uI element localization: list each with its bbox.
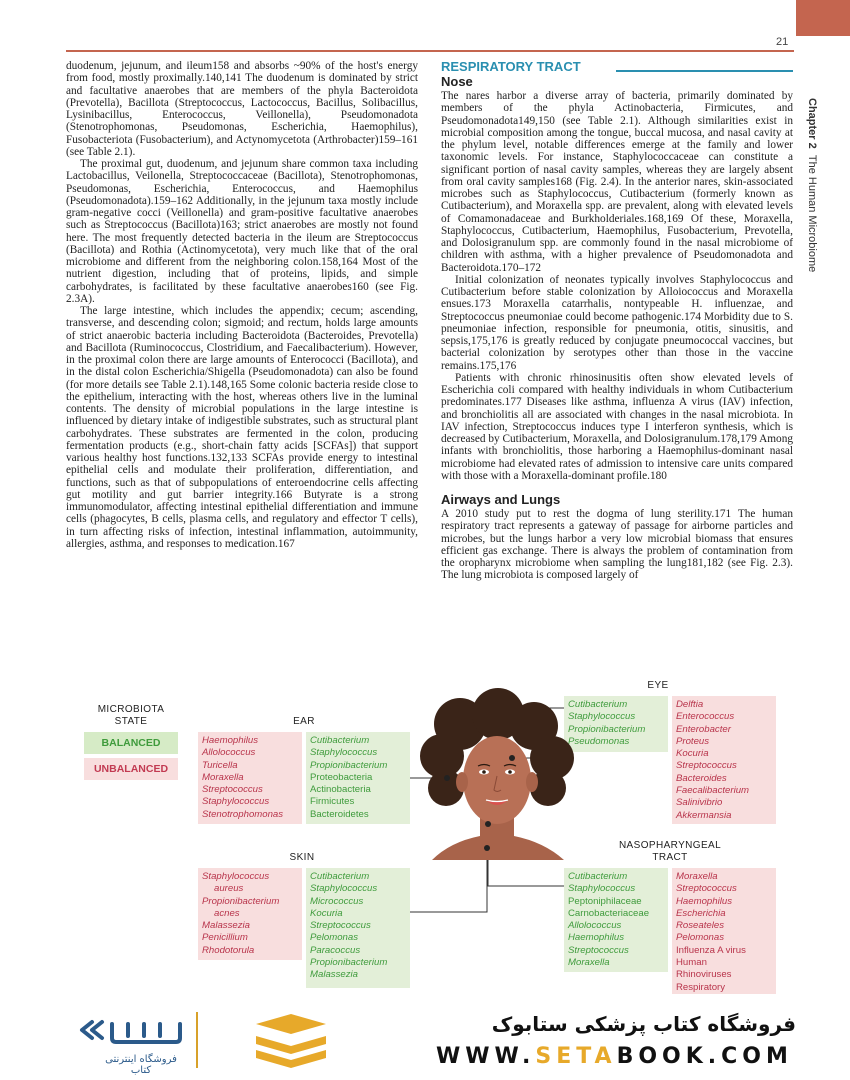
nose-paragraph-1: The nares harbor a diverse array of bacteria, primarily dominated by members of the phyla Actinobacteria, Firmicutes, and Pseudomonadota149,150 (see Table 2.1). Although similarities exist in microbial composition among the tongue, buccal mucosa, and nasal cavity at the phylum level, notable differences emerge at the family and lower taxonomic levels. For instance, Staphylococcaceae can constitute a significant portion of nasal cavity samples, whereas they are largely absent from oral cavity samples168 (Fig. 2.4). In the anterior nares, skin-associated microbes such as Staphylococcus, Cutibacterium (formerly known as Cutibacterium), and Moraxella spp. are prevalent, along with elevated levels of Comamonadaceae and Burkholderiales.168,169 Of these, Moraxella, Staphylococcus, Cutibacterium, Haemophilus, Fusobacterium, Prevotella, and Dolosigranulum spp. are commonly found in the nasal microbiome of children with asthma, with a higher prevalence of Pseudomonadota and Bacteroidota.170–172 <box>441 90 793 274</box>
url-mid: SETA <box>535 1044 617 1069</box>
ear-balanced-taxon: Actinobacteria <box>310 784 371 796</box>
legend-title-1: MICROBIOTA <box>97 704 165 715</box>
naso-label-1: NASOPHARYNGEAL <box>618 840 722 851</box>
figure-lines-and-face <box>40 664 814 994</box>
skin-unbalanced-taxon: Malassezia <box>202 920 250 932</box>
ear-balanced-taxon: Proteobacteria <box>310 771 373 783</box>
eye-balanced-taxon: Staphylococcus <box>568 711 636 723</box>
nasopharyngeal-unbalanced-taxon: Pelomonas <box>676 932 724 944</box>
left-column <box>66 60 418 550</box>
eye-balanced-taxon: Propionibacterium <box>568 723 646 735</box>
ear-balanced-taxon: Cutibacterium <box>310 735 370 746</box>
footer-banner <box>0 994 850 1080</box>
eye-balanced-taxon: Pseudomonas <box>568 735 630 747</box>
nasopharyngeal-balanced-taxon: Haemophilus <box>568 932 624 944</box>
eye-unbalanced-taxon: Delftia <box>676 699 704 710</box>
nasopharyngeal-unbalanced-taxon: Escherichia <box>676 907 726 919</box>
face-illustration <box>420 688 574 860</box>
eye-unbalanced-taxon: Akkermansia <box>676 809 732 821</box>
nasopharyngeal-balanced-taxon: Staphylococcus <box>568 883 636 895</box>
skin-balanced-taxon: Pelomonas <box>310 932 358 944</box>
eye-balanced-taxon: Cutibacterium <box>568 699 628 710</box>
nasopharyngeal-unbalanced-taxon: Influenza A virus <box>676 944 746 956</box>
legend-unbalanced: UNBALANCED <box>84 758 178 780</box>
ear-balanced-taxon: Bacteroidetes <box>310 808 369 820</box>
left-paragraph-3: The large intestine, which includes the appendix; cecum; ascending, transverse, and descending colon; sigmoid; and rectum, holds large amounts of strict anaerobic bacteria including Bacteroidota (Bacteroides, Prevotella) and Bacillota (Ruminococcus, Clostridium, and Faecalibacterium). However, in the proximal colon there are large amounts of Enterococci (Bacillota), and in the distal colon Escherichia/Shigella (Pseudomonadota) can also be found (for more details see Table 2.1).148,165 Some colonic bacteria reside close to the epithelium, interacting with the host, whereas others live in the luminal contents. The density of microbial populations in the large intestine is influenced by dietary intake of indigestible substrates, such as structural plant carbohydrates. These substrates are fermented in the colon, producing fermentation products (e.g., short-chain fatty acids [SCFAs]) that support various healthy host functions.132,133 SCFAs provide energy to intestinal epithelial cells and modulate their proliferation, differentiation, and functions, such as that of subpopulations of enteroendocrine cells affecting gut motility and gut barrier integrity.166 Butyrate is a strong immunomodulator, affecting intestinal epithelial differentiation and immune cells (phagocytes, B cells, plasma cells, and regulatory and effector T cells), in turn affecting risks of infection, intestinal inflammation, autoimmunity, allergies, asthma, and responses to medication.167 <box>66 305 418 550</box>
eye-unbalanced-taxon: Bacteroides <box>676 772 727 784</box>
left-paragraph-1: duodenum, jejunum, and ileum158 and absorbs ~90% of the host's energy from food, mostly proximally.140,141 The duodenum is dominated by strict and facultative anaerobes that are members of the phyla Bacteroidota (Prevotella), Bacillota (Streptococcus, Lactococcus, Bacillus, Solibacillus, Lysinibacillus, Enterococcus, Veillonella), Pseudomonadota (Stenotrophomonas, Pseudomonas, Escherichia, Haemophilus), Fusobacteriota (Fusobacterium), and Actynomycetota (Arthrobacter)159–161 (see Table 2.1). <box>66 60 418 158</box>
nasopharyngeal-balanced-taxon: Carnobacteriaceae <box>568 907 650 919</box>
chapter-label: Chapter 2 <box>806 98 818 149</box>
skin-unbalanced-taxon: Staphylococcus <box>202 871 270 882</box>
chapter-side-tab <box>804 98 824 273</box>
eye-unbalanced-taxon: Streptococcus <box>676 760 737 772</box>
nasopharyngeal-unbalanced-taxon: Streptococcus <box>676 883 737 895</box>
skin-balanced-taxon: Cutibacterium <box>310 871 370 882</box>
eye-unbalanced-taxon: Kocuria <box>676 748 709 760</box>
corner-tab <box>796 0 850 36</box>
ear-unbalanced-taxon: Stenotrophomonas <box>202 808 284 820</box>
store-name: فروشگاه کتاب پزشکی ستابوک <box>491 1012 796 1036</box>
ear-unbalanced-taxon: Staphylococcus <box>202 796 270 808</box>
skin-unbalanced-taxon: aureus <box>214 883 244 895</box>
skin-unbalanced-taxon: acnes <box>214 907 240 919</box>
store-url <box>436 1044 806 1069</box>
url-post: BOOK.COM <box>616 1044 793 1069</box>
eye-unbalanced-taxon: Enterobacter <box>676 723 731 735</box>
ear-unbalanced-taxon: Allolococcus <box>202 747 256 759</box>
ear-unbalanced-taxon: Moraxella <box>202 771 244 783</box>
skin-balanced-taxon: Streptococcus <box>310 920 371 932</box>
header-rule <box>66 50 794 52</box>
legend-title-2: STATE <box>114 716 148 727</box>
nasopharyngeal-unbalanced-taxon: Moraxella <box>676 871 718 882</box>
nose-heading: Nose <box>441 74 473 89</box>
nasopharyngeal-unbalanced-taxon: Roseateles <box>676 920 724 932</box>
ear-label: EAR <box>293 716 315 727</box>
skin-balanced-taxon: Staphylococcus <box>310 883 378 895</box>
nasopharyngeal-balanced-taxon: Allolococcus <box>568 920 622 932</box>
skin-unbalanced-taxon: Propionibacterium <box>202 895 280 907</box>
nasopharyngeal-balanced-taxon: Peptoniphilaceae <box>568 895 642 907</box>
eye-unbalanced-taxon: Enterococcus <box>676 711 735 723</box>
eye-unbalanced-taxon: Proteus <box>676 735 710 747</box>
nasopharyngeal-unbalanced-taxon: Human <box>676 957 707 969</box>
ear-balanced-taxon: Staphylococcus <box>310 747 378 759</box>
nasopharyngeal-unbalanced-taxon: Respiratory <box>676 981 726 993</box>
ear-unbalanced-taxon: Haemophilus <box>202 735 258 746</box>
nasopharyngeal-balanced-taxon: Cutibacterium <box>568 871 628 882</box>
chapter-title: The Human Microbiome <box>806 154 818 273</box>
naso-label-2: TRACT <box>652 852 688 863</box>
skin-balanced-taxon: Malassezia <box>310 969 358 981</box>
skin-unbalanced-taxon: Penicillium <box>202 932 248 944</box>
skin-label: SKIN <box>289 852 315 863</box>
airways-heading: Airways and Lungs <box>441 492 561 507</box>
eye-unbalanced-taxon: Faecalibacterium <box>676 785 750 797</box>
nasopharyngeal-unbalanced-taxon: Haemophilus <box>676 895 732 907</box>
ear-balanced-taxon: Propionibacterium <box>310 759 388 771</box>
legend-balanced: BALANCED <box>84 732 178 754</box>
nasopharyngeal-balanced-taxon: Streptococcus <box>568 944 629 956</box>
ear-unbalanced-taxon: Streptococcus <box>202 784 263 796</box>
nose-paragraph-2: Initial colonization of neonates typically involves Staphylococcus and Cutibacterium before stable colonization by Alloiococcus and Moraxella ensues.173 Moraxella catarrhalis, nontypeable H. influenzae, and Streptococcus pneumoniae could become pathogenic.174 Morbidity due to S. pneumoniae infection, responsible for pneumonia, otitis, sinusitis, and sepsis,175,176 is greatly reduced by conjugate pneumococcal vaccines, but bacterial colonization by serotypes other than those in the vaccine remains.175,176 <box>441 273 793 372</box>
skin-unbalanced-taxon: Rhodotorula <box>202 944 255 956</box>
ear-balanced-taxon: Firmicutes <box>310 796 355 808</box>
airways-paragraph-1: A 2010 study put to rest the dogma of lung sterility.171 The human respiratory tract represents a gateway of passage for airborne particles and microbes, but the lungs harbor a very low microbial biomass that ensures efficient gas exchange. There is always the problem of contamination from the oropharynx microbiome when sampling the lung181,182 (see Fig. 2.3). The lung microbiota is composed largely of <box>441 508 793 582</box>
nasopharyngeal-unbalanced-taxon: Rhinoviruses <box>676 969 732 981</box>
skin-balanced-taxon: Micrococcus <box>310 895 364 907</box>
left-paragraph-2: The proximal gut, duodenum, and jejunum share common taxa including Lactobacillus, Veilonella, Streptococcaceae (Bacillota), Stenotrophomonas, Pseudomonas, Escherichia, Enterococcus, and Haemophilus (Pseudomonadota).159–162 Additionally, in the jejunum taxa mostly include gram-negative cocci (Veillonella) and gram-positive facultative anaerobes such as Streptococcus (Bacillota)163; strict anaerobes are mostly not found here. The most frequently detected bacteria in the ileum are Streptococcus (Bacillota) and Rothia (Actinomycetota), very much like that of the oral microbiome and different from the neighboring colon.158,164 Most of the nutrient digestion, including that of proteins, lipids, and simple carbohydrates, is facilitated by these facultative anaerobes160 (see Fig. 2.3A). <box>66 158 418 305</box>
logo-divider <box>196 1012 198 1068</box>
eye-label: EYE <box>647 680 669 691</box>
setabook-logo-text-mark <box>78 1016 188 1058</box>
logo-subtitle: فروشگاه اینترنتی کتاب <box>105 1054 177 1076</box>
right-column <box>441 60 793 582</box>
nasopharyngeal-balanced-taxon: Moraxella <box>568 957 610 969</box>
skin-balanced-taxon: Paracoccus <box>310 944 361 956</box>
book-stack-icon <box>256 1014 326 1070</box>
nose-paragraph-3: Patients with chronic rhinosinusitis often show elevated levels of Escherichia coli compared with healthy individuals in whom Cutibacterium predominates.177 Diseases like asthma, influenza A virus (IAV) infection, and bronchiolitis all are associated with changes in the nasal microbiota. In IAV infection, Streptococcus induces type I interferon synthesis, which is decreased by Cutibacterium, Moraxella, and Dolosigranulum.178,179 Among infants with bronchiolitis, those harboring a Haemophilus-dominant nasal microbiome had elevated rates of admission to intensive care units compared with those with a Moraxella-dominant profile.180 <box>441 371 794 482</box>
eye-unbalanced-taxon: Salinivibrio <box>676 797 723 809</box>
section-title: RESPIRATORY TRACT <box>441 60 793 74</box>
ear-unbalanced-taxon: Turicella <box>202 759 238 771</box>
skin-balanced-taxon: Kocuria <box>310 907 343 919</box>
microbiome-figure <box>40 664 814 994</box>
skin-balanced-taxon: Propionibacterium <box>310 957 388 969</box>
url-pre: WWW. <box>436 1044 536 1069</box>
page-number: 21 <box>776 36 789 48</box>
